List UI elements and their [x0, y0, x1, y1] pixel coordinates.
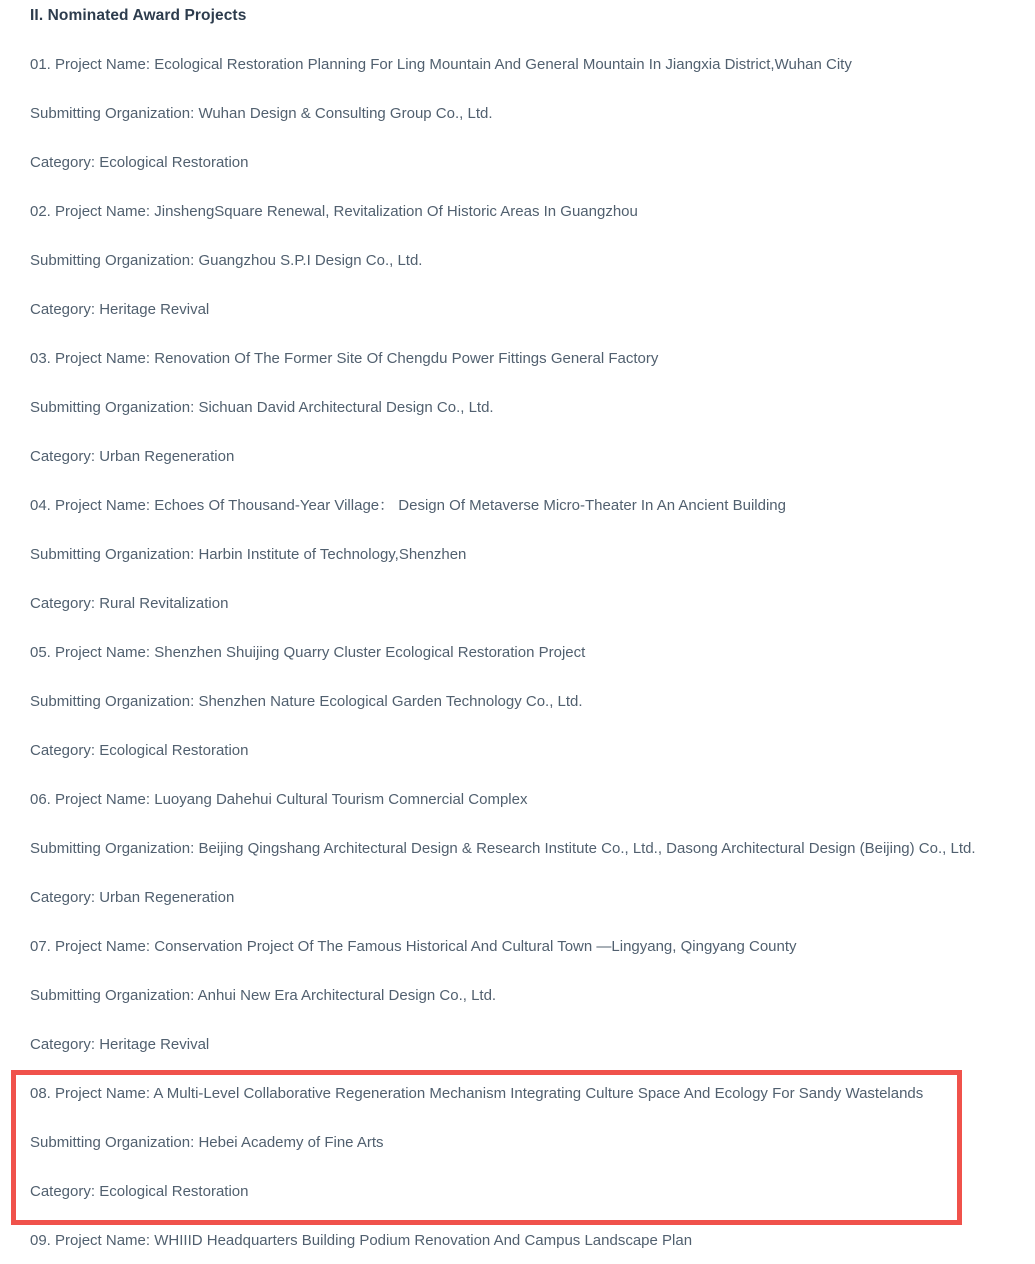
- project-name-line: [30, 936, 1005, 957]
- category-line: [30, 593, 1005, 614]
- organization-value: Shenzhen Nature Ecological Garden Technology Co., Ltd.: [198, 693, 583, 710]
- organization-line: [30, 691, 1005, 712]
- field-label: Project Name:: [55, 203, 151, 220]
- project-name-value: Conservation Project Of The Famous Historical And Cultural Town —Lingyang, Qingyang County: [154, 938, 797, 955]
- project-name-line: [30, 1230, 1005, 1251]
- field-label: Category:: [30, 1183, 96, 1200]
- field-label: Category:: [30, 154, 96, 171]
- organization-value: Beijing Qingshang Architectural Design & Research Institute Co., Ltd., Dasong Architectural Design (Beijing) Co., Ltd.: [198, 840, 976, 857]
- field-label: Category:: [30, 742, 96, 759]
- project-number: 01.: [30, 56, 51, 73]
- project-entry-highlighted: [30, 1083, 1005, 1202]
- project-name-line: [30, 201, 1005, 222]
- project-entry: [30, 642, 1005, 761]
- organization-value: Harbin Institute of Technology,Shenzhen: [198, 546, 467, 563]
- field-label: Project Name:: [55, 497, 151, 514]
- category-value: Ecological Restoration: [99, 742, 249, 759]
- field-label: Category:: [30, 301, 96, 318]
- project-name-value: Renovation Of The Former Site Of Chengdu Power Fittings General Factory: [154, 350, 659, 367]
- field-label: Submitting Organization:: [30, 399, 195, 416]
- project-entry: [30, 54, 1005, 173]
- project-name-value: JinshengSquare Renewal, Revitalization Of Historic Areas In Guangzhou: [154, 203, 638, 220]
- project-name-line: [30, 1083, 1005, 1104]
- project-entry: [30, 936, 1005, 1055]
- field-label: Project Name:: [55, 1085, 151, 1102]
- project-number: 09.: [30, 1232, 51, 1249]
- field-label: Submitting Organization:: [30, 1134, 195, 1151]
- organization-line: [30, 544, 1005, 565]
- project-entry: [30, 348, 1005, 467]
- field-label: Submitting Organization:: [30, 693, 195, 710]
- category-line: [30, 740, 1005, 761]
- project-name-line: [30, 495, 1005, 516]
- project-name-line: [30, 348, 1005, 369]
- project-entry: [30, 495, 1005, 614]
- category-value: Rural Revitalization: [99, 595, 229, 612]
- field-label: Submitting Organization:: [30, 105, 195, 122]
- project-name-value: Luoyang Dahehui Cultural Tourism Comnercial Complex: [154, 791, 528, 808]
- field-label: Project Name:: [55, 56, 151, 73]
- project-name-line: [30, 54, 1005, 75]
- organization-line: [30, 985, 1005, 1006]
- organization-line: [30, 1132, 1005, 1153]
- field-label: Submitting Organization:: [30, 840, 195, 857]
- project-name-line: [30, 789, 1005, 810]
- field-label: Category:: [30, 595, 96, 612]
- project-number: 08.: [30, 1085, 51, 1102]
- project-name-value: WHIIID Headquarters Building Podium Renovation And Campus Landscape Plan: [154, 1232, 693, 1249]
- category-line: [30, 1034, 1005, 1055]
- category-line: [30, 1181, 1005, 1202]
- section-heading: II. Nominated Award Projects: [30, 7, 247, 24]
- field-label: Category:: [30, 448, 96, 465]
- project-name-value: Ecological Restoration Planning For Ling Mountain And General Mountain In Jiangxia District,Wuhan City: [154, 56, 852, 73]
- project-number: 03.: [30, 350, 51, 367]
- field-label: Submitting Organization:: [30, 987, 195, 1004]
- field-label: Project Name:: [55, 644, 151, 661]
- project-name-line: [30, 642, 1005, 663]
- organization-line: [30, 250, 1005, 271]
- project-name-value: A Multi-Level Collaborative Regeneration Mechanism Integrating Culture Space And Ecology For Sandy Wastelands: [153, 1085, 924, 1102]
- project-entry: [30, 201, 1005, 320]
- field-label: Category:: [30, 889, 96, 906]
- field-label: Category:: [30, 1036, 96, 1053]
- organization-value: Guangzhou S.P.I Design Co., Ltd.: [198, 252, 423, 269]
- organization-value: Anhui New Era Architectural Design Co., Ltd.: [197, 987, 497, 1004]
- project-name-value: Shenzhen Shuijing Quarry Cluster Ecological Restoration Project: [154, 644, 586, 661]
- project-number: 02.: [30, 203, 51, 220]
- category-value: Heritage Revival: [99, 301, 210, 318]
- category-line: [30, 446, 1005, 467]
- organization-line: [30, 397, 1005, 418]
- category-value: Urban Regeneration: [99, 889, 235, 906]
- project-name-value: Echoes Of Thousand-Year Village： Design Of Metaverse Micro-Theater In An Ancient Building: [154, 497, 786, 514]
- field-label: Project Name:: [55, 350, 151, 367]
- project-number: 07.: [30, 938, 51, 955]
- organization-value: Wuhan Design & Consulting Group Co., Ltd.: [198, 105, 493, 122]
- field-label: Submitting Organization:: [30, 252, 195, 269]
- field-label: Project Name:: [55, 1232, 151, 1249]
- category-value: Heritage Revival: [99, 1036, 210, 1053]
- organization-value: Hebei Academy of Fine Arts: [198, 1134, 384, 1151]
- project-number: 05.: [30, 644, 51, 661]
- project-entry: [30, 789, 1005, 908]
- field-label: Project Name:: [55, 791, 151, 808]
- organization-line: [30, 838, 1005, 859]
- field-label: Project Name:: [55, 938, 151, 955]
- category-value: Ecological Restoration: [99, 154, 249, 171]
- category-value: Ecological Restoration: [99, 1183, 249, 1200]
- category-line: [30, 299, 1005, 320]
- category-value: Urban Regeneration: [99, 448, 235, 465]
- project-number: 06.: [30, 791, 51, 808]
- project-entry: [30, 1230, 1005, 1251]
- category-line: [30, 152, 1005, 173]
- field-label: Submitting Organization:: [30, 546, 195, 563]
- organization-line: [30, 103, 1005, 124]
- category-line: [30, 887, 1005, 908]
- project-number: 04.: [30, 497, 51, 514]
- organization-value: Sichuan David Architectural Design Co., Ltd.: [198, 399, 494, 416]
